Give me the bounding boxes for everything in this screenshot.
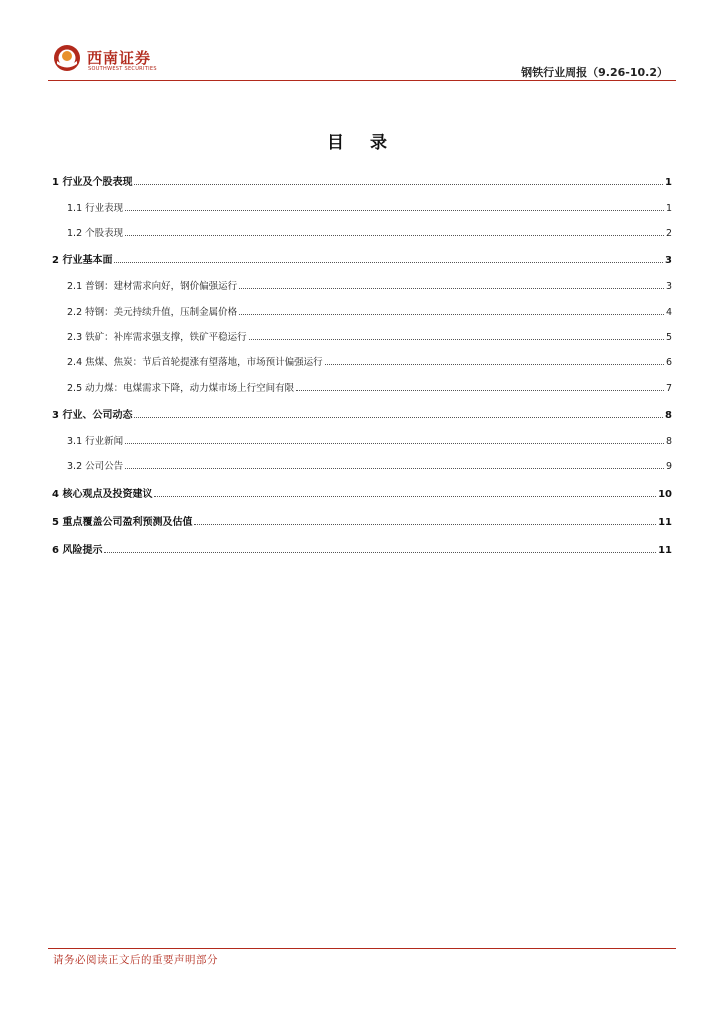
- toc-leader-dots: [194, 524, 656, 525]
- header-divider: [48, 80, 676, 81]
- toc-entry-3[interactable]: [52, 405, 672, 421]
- toc-leader-dots: [125, 443, 664, 444]
- toc-leader-dots: [134, 417, 663, 418]
- toc-leader-dots: [239, 314, 664, 315]
- toc-leader-dots: [114, 262, 663, 263]
- toc-leader-dots: [249, 339, 664, 340]
- toc-leader-dots: [134, 184, 663, 185]
- toc-entry-label: 6 风险提示: [52, 545, 103, 556]
- toc-heading: 目 录: [327, 133, 397, 153]
- toc-entry-page: 8: [665, 436, 672, 447]
- toc-entry-label: 2 行业基本面: [52, 255, 113, 266]
- toc-entry-page: 1: [665, 203, 672, 214]
- toc-entry-1[interactable]: [52, 172, 672, 188]
- report-title: 钢铁行业周报（9.26-10.2）: [521, 66, 668, 79]
- toc-entry-label: 1.1 行业表现: [67, 203, 124, 214]
- company-logo: [53, 44, 157, 76]
- toc-entry-2-4[interactable]: [52, 352, 672, 368]
- toc-entry-label: 3.1 行业新闻: [67, 436, 124, 447]
- toc-entry-page: 11: [658, 517, 672, 528]
- toc-entry-label: 2.2 特钢：美元持续升值，压制金属价格: [67, 307, 238, 318]
- logo-chinese-name: 西南证券: [87, 49, 152, 67]
- toc-entry-label: 1.2 个股表现: [67, 228, 124, 239]
- toc-entry-2-5[interactable]: [52, 378, 672, 394]
- toc-entry-2-2[interactable]: [52, 302, 672, 318]
- toc-entry-2-3[interactable]: [52, 327, 672, 343]
- toc-entry-1-1[interactable]: [52, 198, 672, 214]
- toc-leader-dots: [239, 288, 664, 289]
- toc-entry-label: 2.3 铁矿：补库需求强支撑，铁矿平稳运行: [67, 332, 247, 343]
- toc-entry-1-2[interactable]: [52, 223, 672, 239]
- footer-divider: [48, 948, 676, 949]
- toc-entry-page: 6: [665, 357, 672, 368]
- toc-entry-label: 5 重点覆盖公司盈利预测及估值: [52, 517, 193, 528]
- toc-entry-page: 4: [665, 307, 672, 318]
- toc-entry-label: 3 行业、公司动态: [52, 410, 133, 421]
- toc-entry-2-1[interactable]: [52, 276, 672, 292]
- toc-entry-label: 4 核心观点及投资建议: [52, 489, 153, 500]
- toc-entry-4[interactable]: [52, 484, 672, 500]
- toc-entry-page: 11: [658, 545, 672, 556]
- footer-disclaimer: 请务必阅读正文后的重要声明部分: [53, 954, 218, 966]
- toc-leader-dots: [104, 552, 656, 553]
- toc-entry-page: 1: [665, 177, 672, 188]
- toc-leader-dots: [296, 390, 664, 391]
- toc-entry-label: 2.1 普钢：建材需求向好，钢价偏强运行: [67, 281, 238, 292]
- toc-entry-page: 3: [665, 255, 672, 266]
- toc-leader-dots: [325, 364, 664, 365]
- toc-entry-3-1[interactable]: [52, 431, 672, 447]
- toc-leader-dots: [154, 496, 656, 497]
- toc-entry-page: 7: [665, 383, 672, 394]
- toc-entry-5[interactable]: [52, 512, 672, 528]
- toc-leader-dots: [125, 468, 664, 469]
- toc-entry-label: 3.2 公司公告: [67, 461, 124, 472]
- toc-entry-page: 9: [665, 461, 672, 472]
- toc-entry-page: 10: [658, 489, 672, 500]
- toc-entry-3-2[interactable]: [52, 456, 672, 472]
- toc-entry-2[interactable]: [52, 250, 672, 266]
- toc-entry-page: 2: [665, 228, 672, 239]
- toc-entry-label: 2.4 焦煤、焦炭：节后首轮提涨有望落地，市场预计偏强运行: [67, 357, 323, 368]
- toc-leader-dots: [125, 235, 664, 236]
- toc-leader-dots: [125, 210, 664, 211]
- toc-entry-6[interactable]: [52, 540, 672, 556]
- toc-entry-label: 2.5 动力煤：电煤需求下降，动力煤市场上行空间有限: [67, 383, 295, 394]
- logo-emblem-icon: [53, 44, 81, 72]
- toc-entry-label: 1 行业及个股表现: [52, 177, 133, 188]
- logo-english-name: SOUTHWEST SECURITIES: [88, 66, 157, 72]
- toc-entry-page: 3: [665, 281, 672, 292]
- toc-entry-page: 5: [665, 332, 672, 343]
- toc-entry-page: 8: [665, 410, 672, 421]
